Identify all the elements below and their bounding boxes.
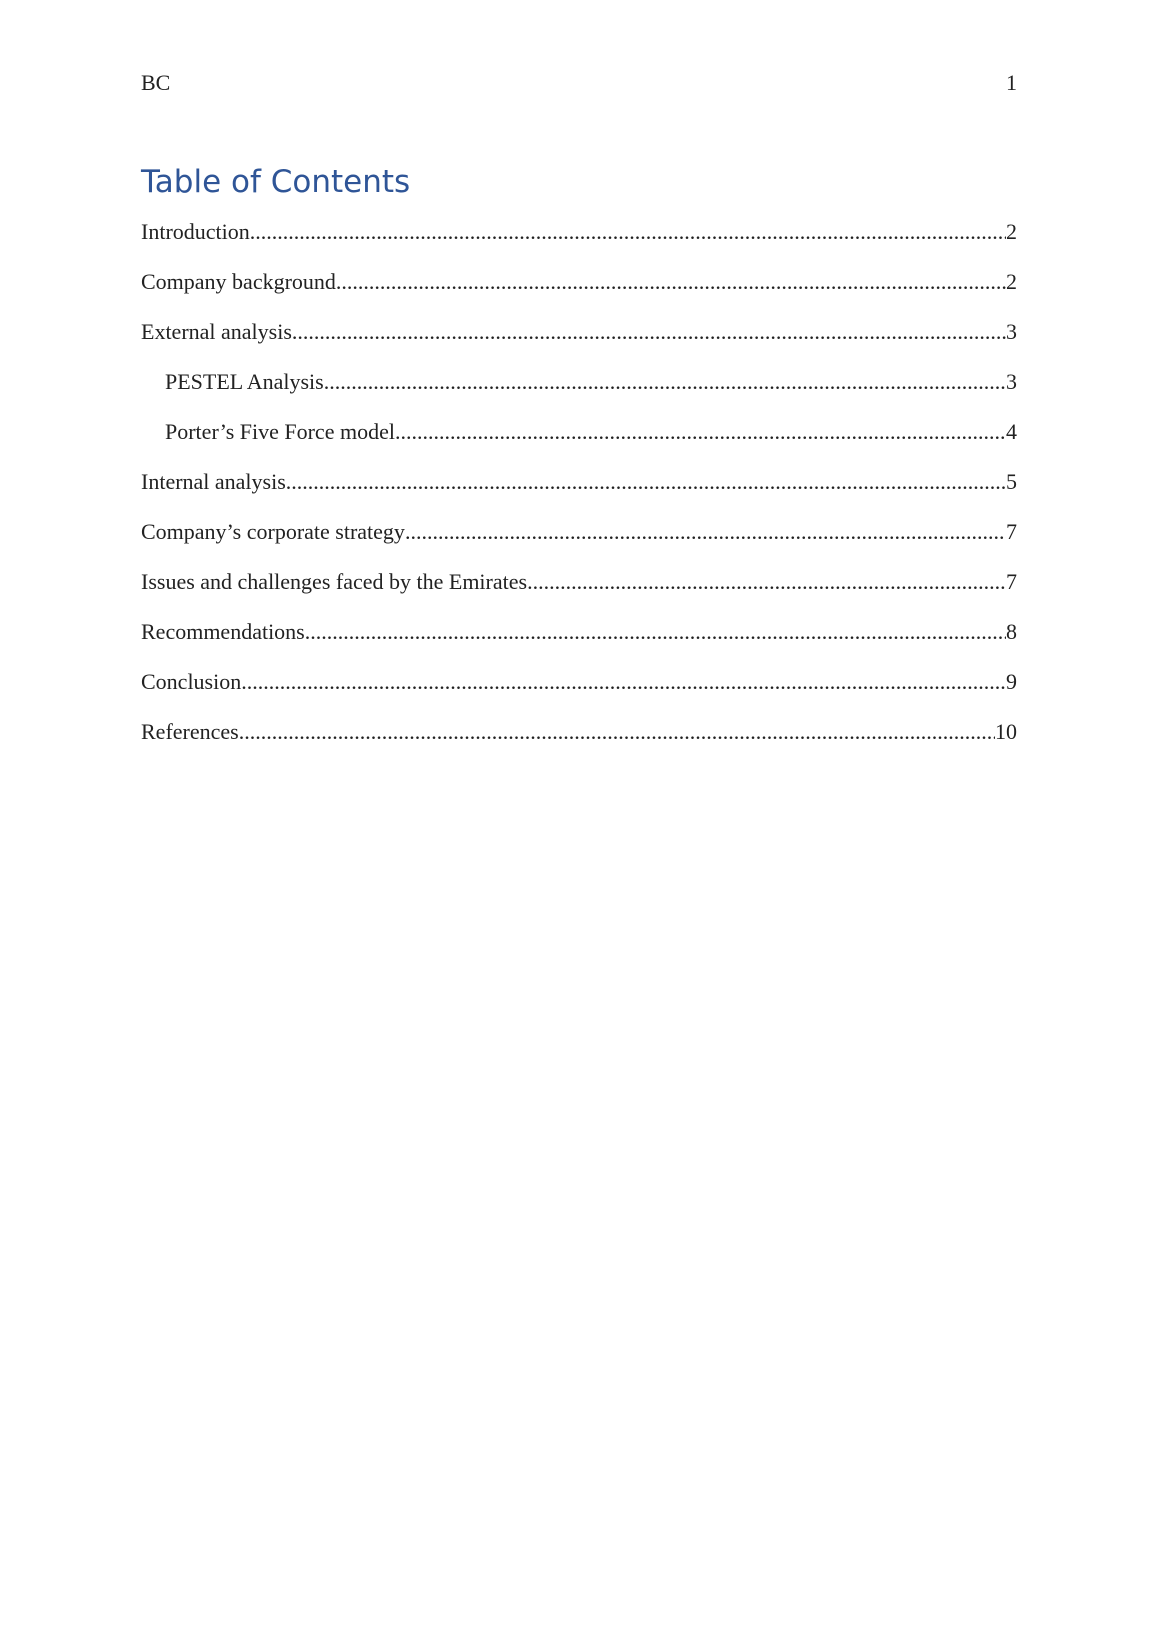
toc-entry-introduction[interactable] [141,216,1017,266]
toc-title: Table of Contents [141,164,411,200]
toc-entry-company-background[interactable] [141,266,1017,316]
toc-list [141,216,1017,766]
toc-entry-label: Conclusion [141,669,242,694]
running-head: BC [141,70,171,95]
toc-entry-page: 3 [1006,319,1017,344]
toc-entry-porters-five-force[interactable] [141,416,1017,466]
toc-entry-label: Porter’s Five Force model [165,419,395,444]
toc-entry-conclusion[interactable] [141,666,1017,716]
toc-entry-pestel-analysis[interactable] [141,366,1017,416]
toc-leader-dots [241,666,1006,698]
toc-entry-label: Company background [141,269,336,294]
toc-entry-label: Internal analysis [141,469,286,494]
toc-entry-page: 4 [1006,419,1017,444]
toc-leader-dots [286,466,1006,498]
toc-entry-label: Company’s corporate strategy [141,519,405,544]
toc-leader-dots [305,616,1006,648]
toc-entry-page: 5 [1006,469,1017,494]
toc-entry-internal-analysis[interactable] [141,466,1017,516]
toc-entry-page: 3 [1006,369,1017,394]
toc-entry-label: Recommendations [141,619,305,644]
toc-entry-recommendations[interactable] [141,616,1017,666]
toc-leader-dots [324,366,1006,398]
toc-entry-external-analysis[interactable] [141,316,1017,366]
toc-entry-label: Introduction [141,219,250,244]
page-header [141,68,1017,98]
toc-leader-dots [395,416,1006,448]
toc-leader-dots [250,216,1006,248]
toc-leader-dots [336,266,1006,298]
toc-entry-page: 7 [1006,569,1017,594]
toc-entry-corporate-strategy[interactable] [141,516,1017,566]
toc-entry-label: References [141,719,239,744]
toc-entry-page: 2 [1006,269,1017,294]
toc-leader-dots [292,316,1006,348]
page-number: 1 [1006,70,1017,95]
toc-entry-page: 9 [1006,669,1017,694]
toc-entry-label: External analysis [141,319,292,344]
toc-entry-label: Issues and challenges faced by the Emirates [141,569,528,594]
toc-entry-page: 10 [995,719,1017,744]
toc-entry-issues-challenges[interactable] [141,566,1017,616]
toc-leader-dots [405,516,1006,548]
toc-leader-dots [239,716,995,748]
toc-entry-page: 8 [1006,619,1017,644]
toc-leader-dots [527,566,1006,598]
toc-entry-page: 7 [1006,519,1017,544]
toc-entry-page: 2 [1006,219,1017,244]
toc-entry-label: PESTEL Analysis [165,369,324,394]
toc-entry-references[interactable] [141,716,1017,766]
